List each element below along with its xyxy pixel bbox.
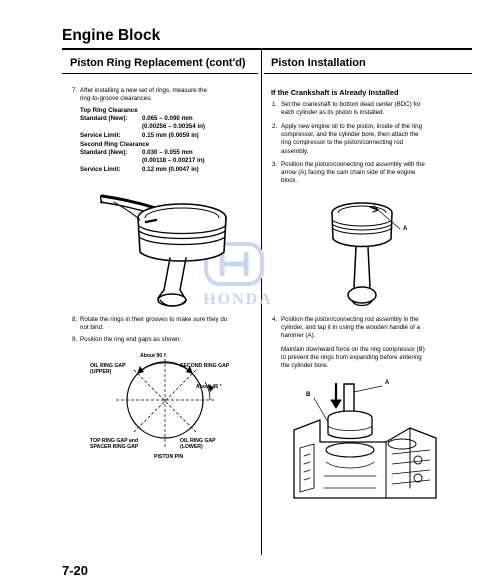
step-text: ring-to-groove clearances: [80,95,152,103]
spec-value: 0.030 – 0.055 mm [142,149,193,156]
step-number: 8. [72,316,78,323]
spec-label: Service Limit: [80,132,121,139]
feeler-gauge-illustration [100,172,250,312]
spacer-ring-gap-label: SPACER RING GAP [90,444,139,450]
step-text: the cylinder bore. [281,362,329,370]
callout-a-hammer: A [385,380,390,386]
step-number: 7. [72,87,78,94]
spec-value: (0.00118 – 0.00217 in) [142,157,205,164]
spec-heading: Second Ring Clearance [80,141,150,148]
step-text: arrow (A) facing the cam chain side of the engine [281,169,416,177]
spec-label: Standard (New): [80,115,128,122]
step-text: compressor, and the cylinder bore, then attach the [281,131,419,139]
right-heading-rule [264,73,472,74]
step-text: Position the ring end gaps as shown: [80,336,182,343]
spec-value: 0.12 mm (0.0047 in) [142,166,199,173]
step-text: Set the crankshaft to bottom dead center (BDC) for [281,101,421,108]
page-title: Engine Block [62,27,161,44]
top-ring-gap-label: TOP RING GAP and [90,438,139,444]
piston-pin-label: PISTON PIN [154,454,184,460]
spec-label: Standard (New): [80,149,128,156]
step-text: assembly. [281,147,309,155]
watermark-text: HONDA [203,291,273,308]
step-number: 1. [272,101,278,108]
left-section-heading: Piston Ring Replacement (cont'd) [70,57,246,69]
step-text: Position the piston/connecting rod assembly with the [281,161,425,168]
about-45-label: About 45 ° [196,384,222,390]
callout-b-compressor: B [306,392,311,398]
left-heading-rule [62,73,258,74]
step-number: 2. [272,123,278,130]
piston-arrow-illustration [326,195,426,310]
step-number: 3. [272,161,278,168]
spec-value: 0.15 mm (0.0059 in) [142,132,199,139]
oil-ring-gap-lower-label-2: (LOWER) [180,444,203,450]
oil-ring-gap-lower-label: OIL RING GAP [180,438,216,444]
step-text: ring compressor to the piston/connecting rod [281,139,404,147]
step-text: Rotate the rings in their grooves to make sure they do [80,316,228,323]
step-text: hammer (A). [281,332,316,340]
step-text: not bind. [80,324,104,332]
about-90-label: About 90 ° [140,353,166,359]
title-rule [62,48,472,50]
step-number: 9. [72,336,78,343]
step-text: Maintain downward force on the ring compressor (B) [281,345,425,353]
page-number: 7-20 [62,563,89,578]
spec-value: (0.00256 – 0.00354 in) [142,123,205,130]
second-ring-gap-label: SECOND RING GAP [180,363,230,369]
step-text: each cylinder as its piston is installed. [281,109,385,117]
spec-label: Service Limit: [80,166,121,173]
callout-a-piston: A [403,226,408,232]
step-number: 4. [272,316,278,323]
step-text: Apply new engine oil to the piston, inside of the ring [281,123,423,130]
step-text: to prevent the rings from expanding before entering [281,353,422,361]
right-section-heading: Piston Installation [271,57,366,69]
oil-ring-gap-upper-label: OIL RING GAP [90,363,126,369]
step-text: cylinder, and tap it in using the wooden handle of a [281,324,420,332]
piston-installation-illustration [290,378,440,503]
step-text: Position the piston/connecting rod assembly in the [281,316,419,323]
right-subheading: If the Crankshaft is Already Installed [271,88,399,97]
spec-heading: Top Ring Clearance [80,107,138,114]
step-text: After installing a new set of rings, measure the [80,87,207,94]
step-text: block. [281,177,298,185]
oil-ring-gap-upper-label-2: (UPPER) [90,369,112,375]
spec-value: 0.065 – 0.090 mm [142,115,193,122]
